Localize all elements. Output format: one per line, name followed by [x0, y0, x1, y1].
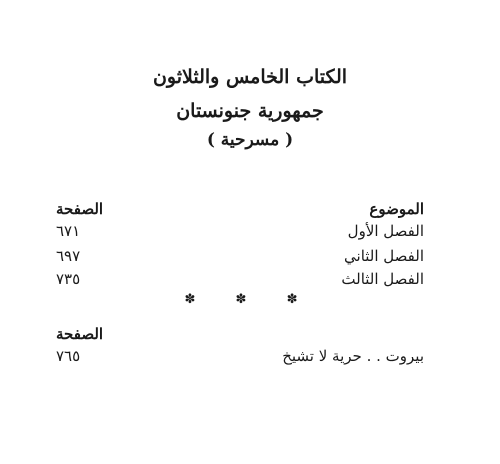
toc-entry-title: بيروت . . حرية لا تشيخ — [282, 347, 424, 365]
genre-label: ( مسرحية ) — [206, 130, 294, 150]
toc-row — [56, 247, 424, 271]
page-column-header: الصفحة — [56, 200, 104, 218]
toc-entry-page: ٧٣٥ — [56, 270, 81, 288]
toc-entry-title: الفصل الثالث — [341, 270, 424, 288]
toc-row — [56, 270, 424, 294]
toc-row — [56, 222, 424, 246]
book-title: الكتاب الخامس والثلاثون — [152, 66, 348, 88]
toc-entry-title: الفصل الثاني — [344, 247, 424, 265]
toc-entry-page: ٦٩٧ — [56, 247, 81, 265]
asterism-separator: ✽ ✽ ✽ — [184, 292, 316, 307]
topic-column-header: الموضوع — [369, 200, 424, 218]
toc-entry-title: الفصل الأول — [347, 222, 424, 240]
work-title: جمهورية جنونستان — [176, 100, 324, 122]
toc-entry-page: ٦٧١ — [56, 222, 81, 240]
page-column-header: الصفحة — [56, 325, 104, 343]
toc-row — [56, 347, 424, 371]
toc-entry-page: ٧٦٥ — [56, 347, 81, 365]
